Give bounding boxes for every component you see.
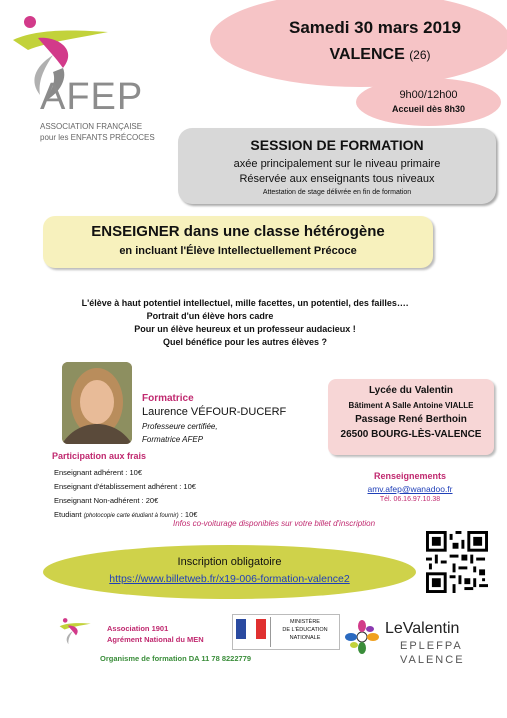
- valentin-flower-icon: [345, 620, 379, 654]
- welcome-time: Accueil dès 8h30: [391, 104, 466, 114]
- afep-logo: [8, 10, 168, 150]
- assoc-line1: Association 1901: [107, 624, 169, 633]
- afep-small-figure-icon: [58, 612, 94, 652]
- training-org: Organisme de formation DA 11 78 8222779: [100, 654, 252, 663]
- session-title: SESSION DE FORMATION: [250, 137, 424, 153]
- afep-line2: pour les ENFANTS PRÉCOCES: [40, 133, 155, 142]
- intro-line: Portrait d'un élève hors cadre: [146, 311, 274, 321]
- carpool-note: Infos co-voiturage disponibles sur votre billet d'inscription: [173, 519, 376, 528]
- fee-item: Enseignant adhérent : 10€: [54, 468, 142, 477]
- event-hours: 9h00/12h00: [399, 89, 458, 101]
- time-banner: [356, 78, 501, 126]
- intro-line: L'élève à haut potentiel intellectuel, mille facettes, un potentiel, des failles….: [81, 298, 409, 308]
- ministry-divider: [270, 617, 271, 647]
- afep-line1: ASSOCIATION FRANÇAISE: [40, 122, 143, 131]
- valentin-eplefpa: EPLEFPA: [400, 640, 463, 652]
- fees-list: [54, 466, 197, 523]
- afep-small-logo: [58, 612, 94, 652]
- ministry-logo: [232, 614, 340, 650]
- venue-building: Bâtiment A Salle Antoine VIALLE: [348, 401, 474, 410]
- trainer-role1: Professeure certifiée,: [142, 422, 218, 431]
- valentin-name: LeValentin: [385, 620, 460, 637]
- venue-city: 26500 BOURG-LÈS-VALENCE: [340, 429, 482, 440]
- trainer-photo: [62, 362, 132, 444]
- contact-email[interactable]: amv.afep@wanadoo.fr: [367, 484, 453, 494]
- event-date: Samedi 30 mars 2019: [288, 18, 461, 37]
- inscription-label: Inscription obligatoire: [177, 556, 282, 568]
- trainer-name: Laurence VÉFOUR-DUCERF: [142, 406, 287, 418]
- fee-item: Enseignant d'établissement adhérent : 10€: [54, 482, 196, 491]
- session-line2: Réservée aux enseignants tous niveaux: [239, 173, 435, 185]
- qr-code[interactable]: [426, 531, 488, 593]
- venue-name: Lycée du Valentin: [368, 385, 454, 396]
- trainer-label: Formatrice: [142, 393, 194, 404]
- course-subtitle: en incluant l'Élève Intellectuellement Précoce: [119, 245, 357, 257]
- fee-item: Enseignant Non-adhérent : 20€: [54, 496, 159, 505]
- contact-title: Renseignements: [373, 471, 447, 481]
- session-line3: Attestation de stage délivrée en fin de formation: [262, 189, 412, 196]
- assoc-line2: Agrément National du MEN: [107, 635, 204, 644]
- inscription-link[interactable]: https://www.billetweb.fr/x19-006-formation-valence2: [109, 573, 350, 585]
- intro-line: Pour un élève heureux et un professeur audacieux !: [134, 324, 356, 334]
- trainer-portrait-icon: [62, 362, 132, 444]
- contact-phone: Tél. 06.16.97.10.38: [379, 496, 441, 503]
- fee-item: Etudiant (photocopie carte étudiant à fournir) : 10€: [54, 510, 198, 519]
- valentin-city: VALENCE: [400, 654, 465, 666]
- intro-line: Quel bénéfice pour les autres élèves ?: [162, 337, 328, 347]
- date-banner: [210, 0, 507, 87]
- ministry-text: MINISTÈRE DE L'ÉDUCATION NATIONALE: [282, 619, 328, 641]
- course-title: ENSEIGNER dans une classe hétérogène: [91, 223, 385, 240]
- afep-name: AFEP: [40, 76, 144, 118]
- inscription-banner: [43, 545, 416, 599]
- event-city: VALENCE (26): [329, 46, 431, 63]
- french-republic-flag-icon: [236, 619, 266, 643]
- venue-street: Passage René Berthoin: [355, 414, 467, 425]
- intro-text: [40, 297, 450, 349]
- session-line1: axée principalement sur le niveau primaire: [233, 158, 441, 170]
- trainer-role2: Formatrice AFEP: [142, 435, 204, 444]
- qr-code-icon: [426, 531, 488, 593]
- fees-title: Participation aux frais: [52, 451, 147, 461]
